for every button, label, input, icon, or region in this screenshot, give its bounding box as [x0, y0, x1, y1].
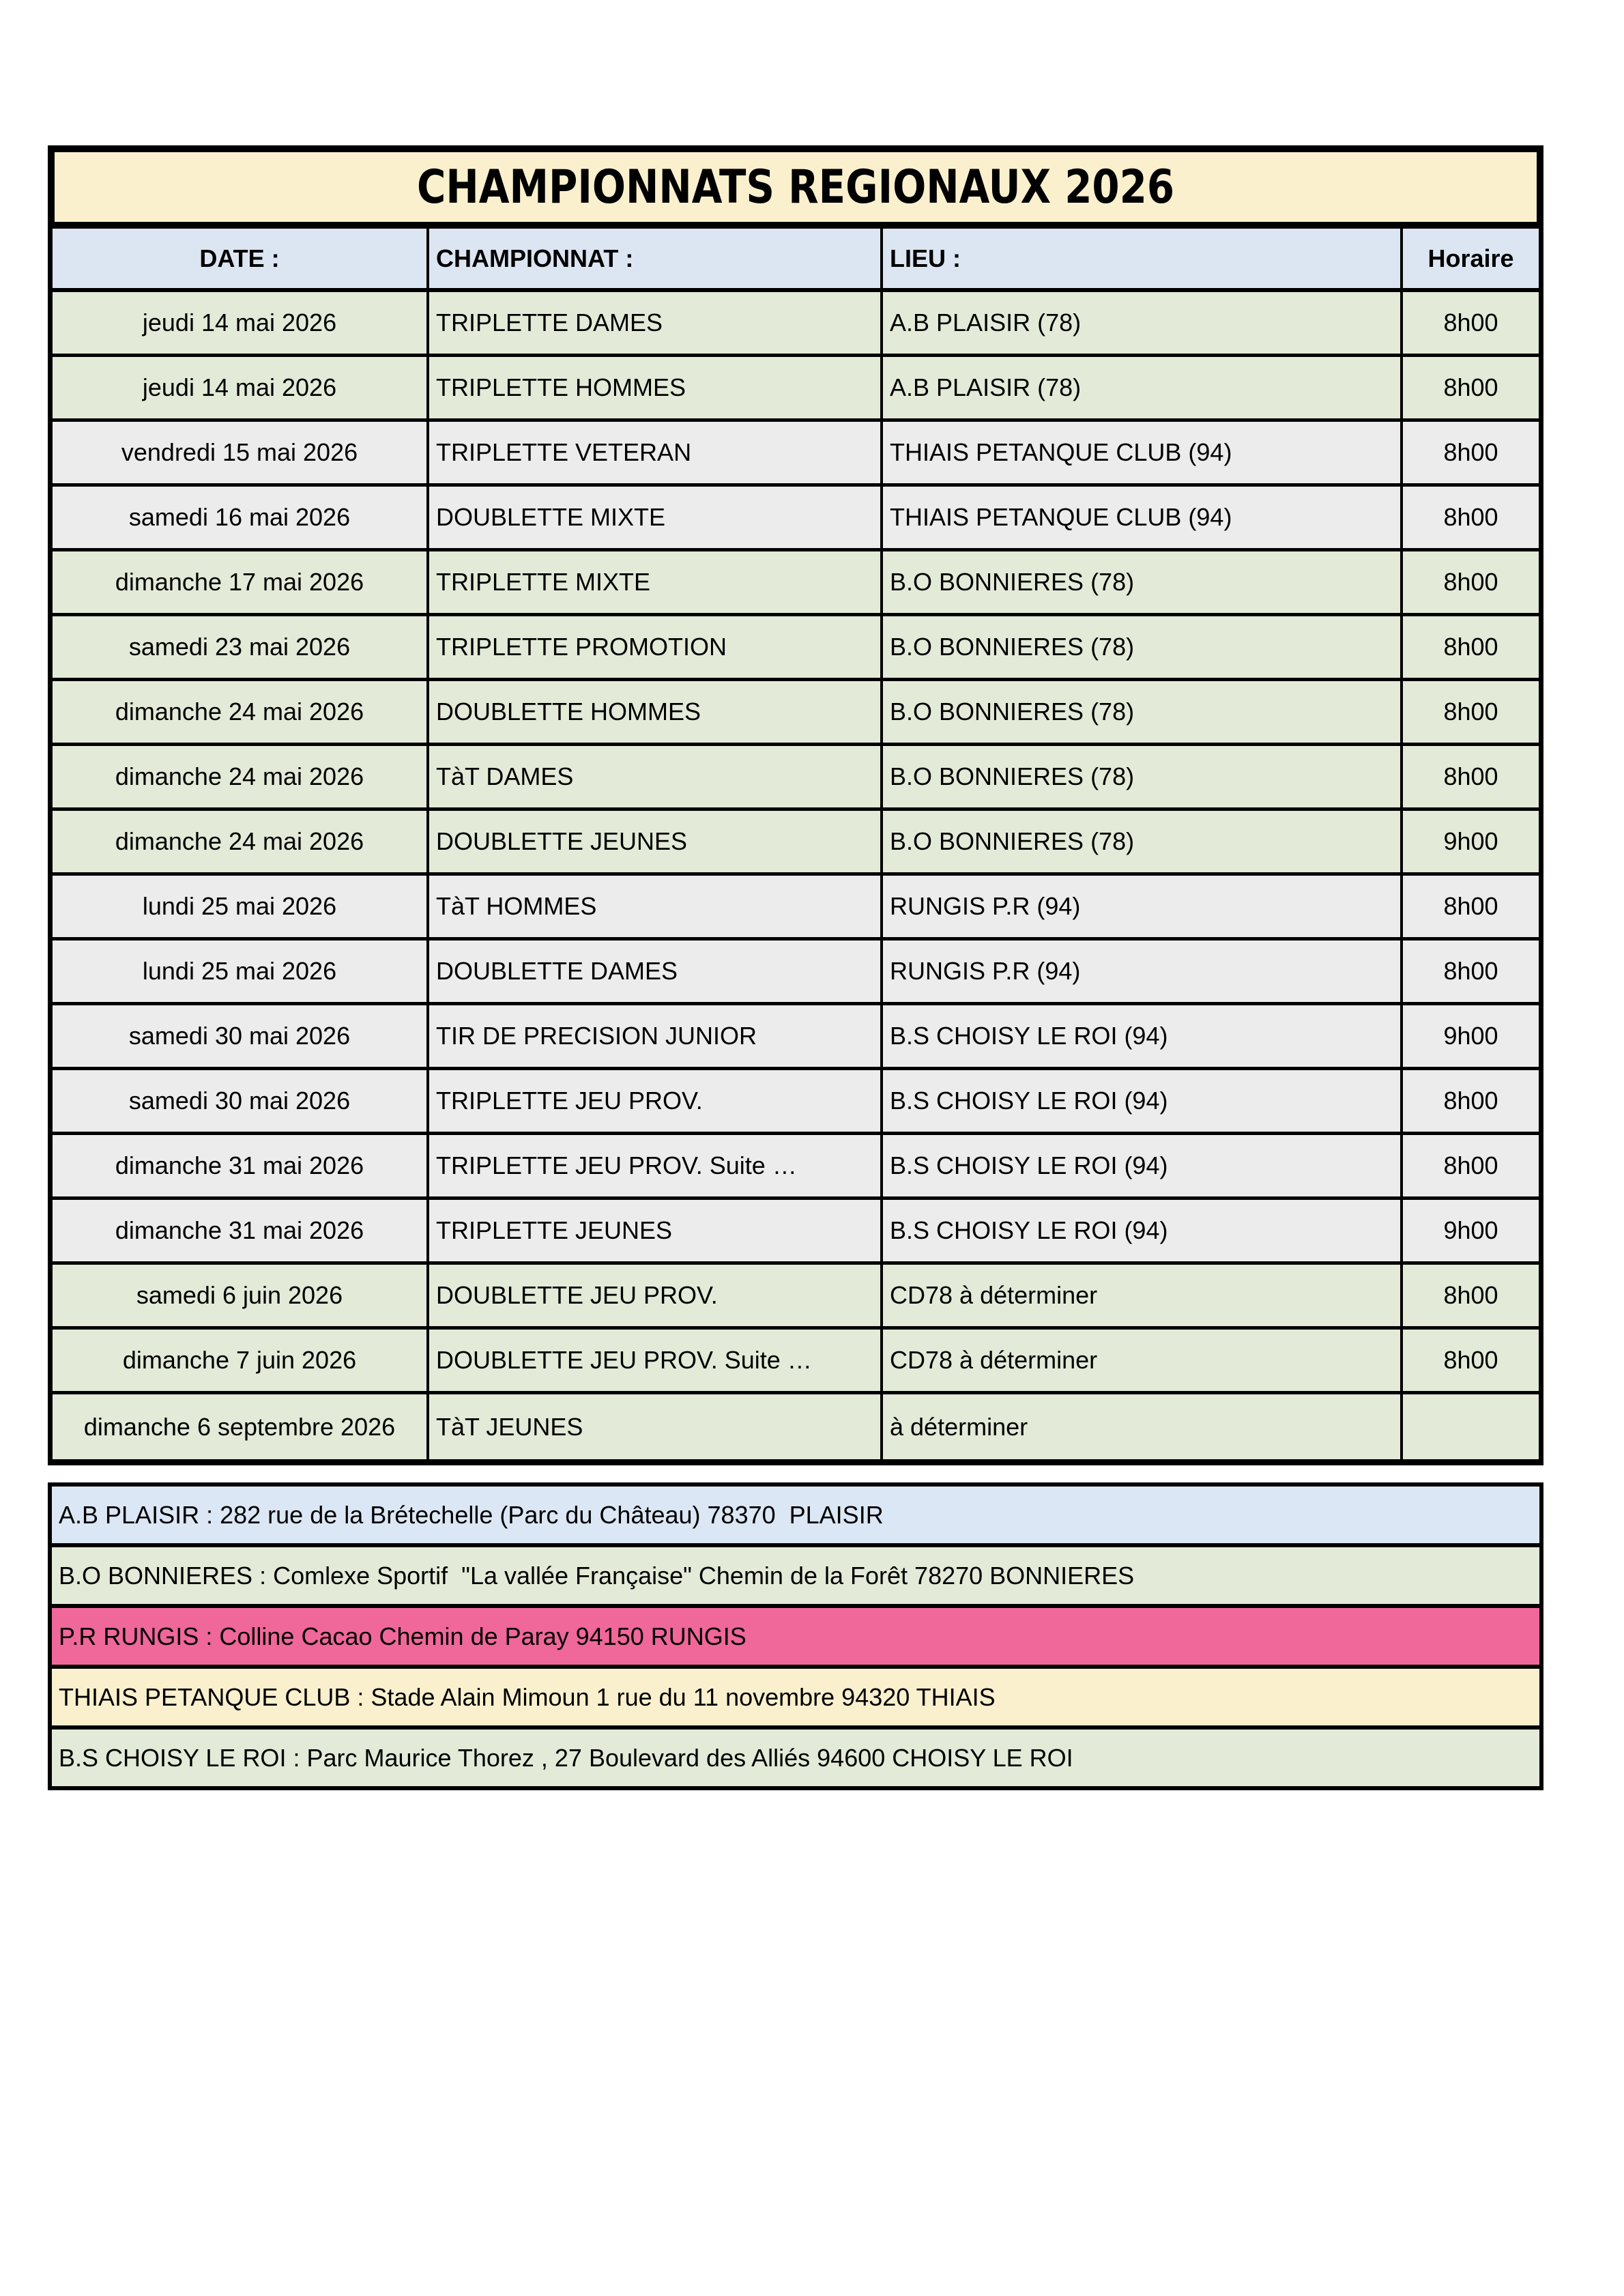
date-cell: dimanche 6 septembre 2026 [83, 1412, 396, 1441]
lieu-cell: B.O BONNIERES (78) [880, 681, 1400, 743]
lieu-cell: B.O BONNIERES (78) [880, 746, 1400, 807]
lieu-cell: RUNGIS P.R (94) [880, 876, 1400, 937]
horaire-cell: 8h00 [1400, 746, 1539, 807]
table-row [53, 746, 1539, 811]
venue-address: B.S CHOISY LE ROI : Parc Maurice Thorez , 27 Boulevard des Alliés 94600 CHOISY LE ROI [59, 1743, 1073, 1772]
championnat-cell: TRIPLETTE HOMMES [426, 357, 880, 418]
horaire-cell: 8h00 [1400, 1330, 1539, 1391]
table-row [53, 422, 1539, 487]
championnat-cell: DOUBLETTE DAMES [426, 941, 880, 1002]
horaire-cell: 8h00 [1400, 1265, 1539, 1326]
horaire-cell: 9h00 [1400, 1200, 1539, 1261]
championnat-cell: TRIPLETTE JEU PROV. Suite … [426, 1135, 880, 1196]
table-row [53, 487, 1539, 551]
lieu-cell: CD78 à déterminer [880, 1330, 1400, 1391]
venue-address: A.B PLAISIR : 282 rue de la Brétechelle (Parc du Château) 78370 PLAISIR [59, 1500, 884, 1529]
horaire-cell: 8h00 [1400, 1135, 1539, 1196]
date-cell: jeudi 14 mai 2026 [142, 373, 337, 401]
venue-bar-pr-rungis [48, 1604, 1543, 1669]
table-row [53, 876, 1539, 941]
championnat-cell: DOUBLETTE JEU PROV. [426, 1265, 880, 1326]
lieu-cell: B.O BONNIERES (78) [880, 551, 1400, 613]
championnat-cell: DOUBLETTE JEU PROV. Suite … [426, 1330, 880, 1391]
lieu-cell: B.O BONNIERES (78) [880, 616, 1400, 678]
lieu-cell: A.B PLAISIR (78) [880, 357, 1400, 418]
lieu-cell: à déterminer [880, 1394, 1400, 1459]
lieu-cell: A.B PLAISIR (78) [880, 292, 1400, 354]
lieu-cell: B.O BONNIERES (78) [880, 811, 1400, 872]
date-cell: dimanche 17 mai 2026 [115, 568, 364, 596]
venue-bar-bs-choisy-le-roi [48, 1725, 1543, 1790]
horaire-cell: 8h00 [1400, 422, 1539, 483]
table-row [53, 551, 1539, 616]
table-row [53, 1394, 1539, 1459]
table-row [53, 357, 1539, 422]
table-row [53, 681, 1539, 746]
table-row [53, 1005, 1539, 1070]
date-cell: lundi 25 mai 2026 [142, 892, 337, 920]
championship-schedule-table [48, 145, 1543, 1465]
date-cell: samedi 30 mai 2026 [128, 1087, 351, 1115]
schedule-grid [48, 229, 1543, 1465]
header-championnat: CHAMPIONNAT : [426, 229, 880, 288]
horaire-cell: 8h00 [1400, 616, 1539, 678]
championnat-cell: TRIPLETTE DAMES [426, 292, 880, 354]
horaire-cell: 9h00 [1400, 1005, 1539, 1067]
championnat-cell: TIR DE PRECISION JUNIOR [426, 1005, 880, 1067]
championnat-cell: TàT DAMES [426, 746, 880, 807]
header-row [53, 229, 1539, 292]
date-cell: samedi 16 mai 2026 [128, 503, 351, 531]
date-cell: samedi 6 juin 2026 [136, 1281, 343, 1309]
lieu-cell: CD78 à déterminer [880, 1265, 1400, 1326]
date-cell: dimanche 31 mai 2026 [115, 1151, 364, 1179]
table-row [53, 292, 1539, 357]
date-cell: dimanche 7 juin 2026 [122, 1346, 357, 1374]
lieu-cell: B.S CHOISY LE ROI (94) [880, 1005, 1400, 1067]
horaire-cell: 8h00 [1400, 487, 1539, 548]
horaire-cell: 8h00 [1400, 681, 1539, 743]
venue-address-list [48, 1482, 1543, 1790]
venue-address: P.R RUNGIS : Colline Cacao Chemin de Paray 94150 RUNGIS [59, 1622, 746, 1650]
championnat-cell: TRIPLETTE JEU PROV. [426, 1070, 880, 1132]
table-row [53, 616, 1539, 681]
header-lieu: LIEU : [880, 229, 1400, 288]
table-row [53, 811, 1539, 876]
championnat-cell: TàT HOMMES [426, 876, 880, 937]
championnat-cell: TRIPLETTE VETERAN [426, 422, 880, 483]
lieu-cell: RUNGIS P.R (94) [880, 941, 1400, 1002]
horaire-cell [1400, 1394, 1539, 1459]
championnat-cell: TRIPLETTE JEUNES [426, 1200, 880, 1261]
table-row [53, 1330, 1539, 1394]
horaire-cell: 9h00 [1400, 811, 1539, 872]
championnat-cell: TRIPLETTE MIXTE [426, 551, 880, 613]
lieu-cell: THIAIS PETANQUE CLUB (94) [880, 487, 1400, 548]
horaire-cell: 8h00 [1400, 941, 1539, 1002]
table-row [53, 941, 1539, 1005]
date-cell: samedi 30 mai 2026 [128, 1022, 351, 1050]
date-cell: dimanche 24 mai 2026 [115, 762, 364, 790]
date-cell: jeudi 14 mai 2026 [142, 308, 337, 336]
header-date: DATE : [199, 244, 280, 272]
horaire-cell: 8h00 [1400, 1070, 1539, 1132]
horaire-cell: 8h00 [1400, 551, 1539, 613]
table-row [53, 1070, 1539, 1135]
championnat-cell: DOUBLETTE HOMMES [426, 681, 880, 743]
venue-address: B.O BONNIERES : Comlexe Sportif "La vallée Française" Chemin de la Forêt 78270 BONNIERES [59, 1561, 1135, 1590]
venue-bar-bo-bonnieres [48, 1543, 1543, 1608]
horaire-cell: 8h00 [1400, 876, 1539, 937]
table-row [53, 1200, 1539, 1265]
date-cell: dimanche 24 mai 2026 [115, 698, 364, 726]
table-row [53, 1265, 1539, 1330]
date-cell: samedi 23 mai 2026 [128, 633, 351, 661]
date-cell: dimanche 31 mai 2026 [115, 1216, 364, 1244]
date-cell: vendredi 15 mai 2026 [121, 438, 358, 466]
championnat-cell: DOUBLETTE MIXTE [426, 487, 880, 548]
lieu-cell: B.S CHOISY LE ROI (94) [880, 1070, 1400, 1132]
date-cell: dimanche 24 mai 2026 [115, 827, 364, 855]
horaire-cell: 8h00 [1400, 292, 1539, 354]
championnat-cell: TRIPLETTE PROMOTION [426, 616, 880, 678]
page-title: CHAMPIONNATS REGIONAUX 2026 [416, 160, 1175, 214]
championnat-cell: TàT JEUNES [426, 1394, 880, 1459]
horaire-cell: 8h00 [1400, 357, 1539, 418]
venue-address: THIAIS PETANQUE CLUB : Stade Alain Mimoun 1 rue du 11 novembre 94320 THIAIS [59, 1682, 996, 1711]
lieu-cell: B.S CHOISY LE ROI (94) [880, 1200, 1400, 1261]
lieu-cell: THIAIS PETANQUE CLUB (94) [880, 422, 1400, 483]
venue-bar-thiais-petanque-club [48, 1665, 1543, 1730]
table-title-banner [48, 145, 1543, 229]
date-cell: lundi 25 mai 2026 [142, 957, 337, 985]
venue-bar-ab-plaisir [48, 1482, 1543, 1547]
table-row [53, 1135, 1539, 1200]
lieu-cell: B.S CHOISY LE ROI (94) [880, 1135, 1400, 1196]
championnat-cell: DOUBLETTE JEUNES [426, 811, 880, 872]
header-horaire: Horaire [1400, 229, 1539, 288]
